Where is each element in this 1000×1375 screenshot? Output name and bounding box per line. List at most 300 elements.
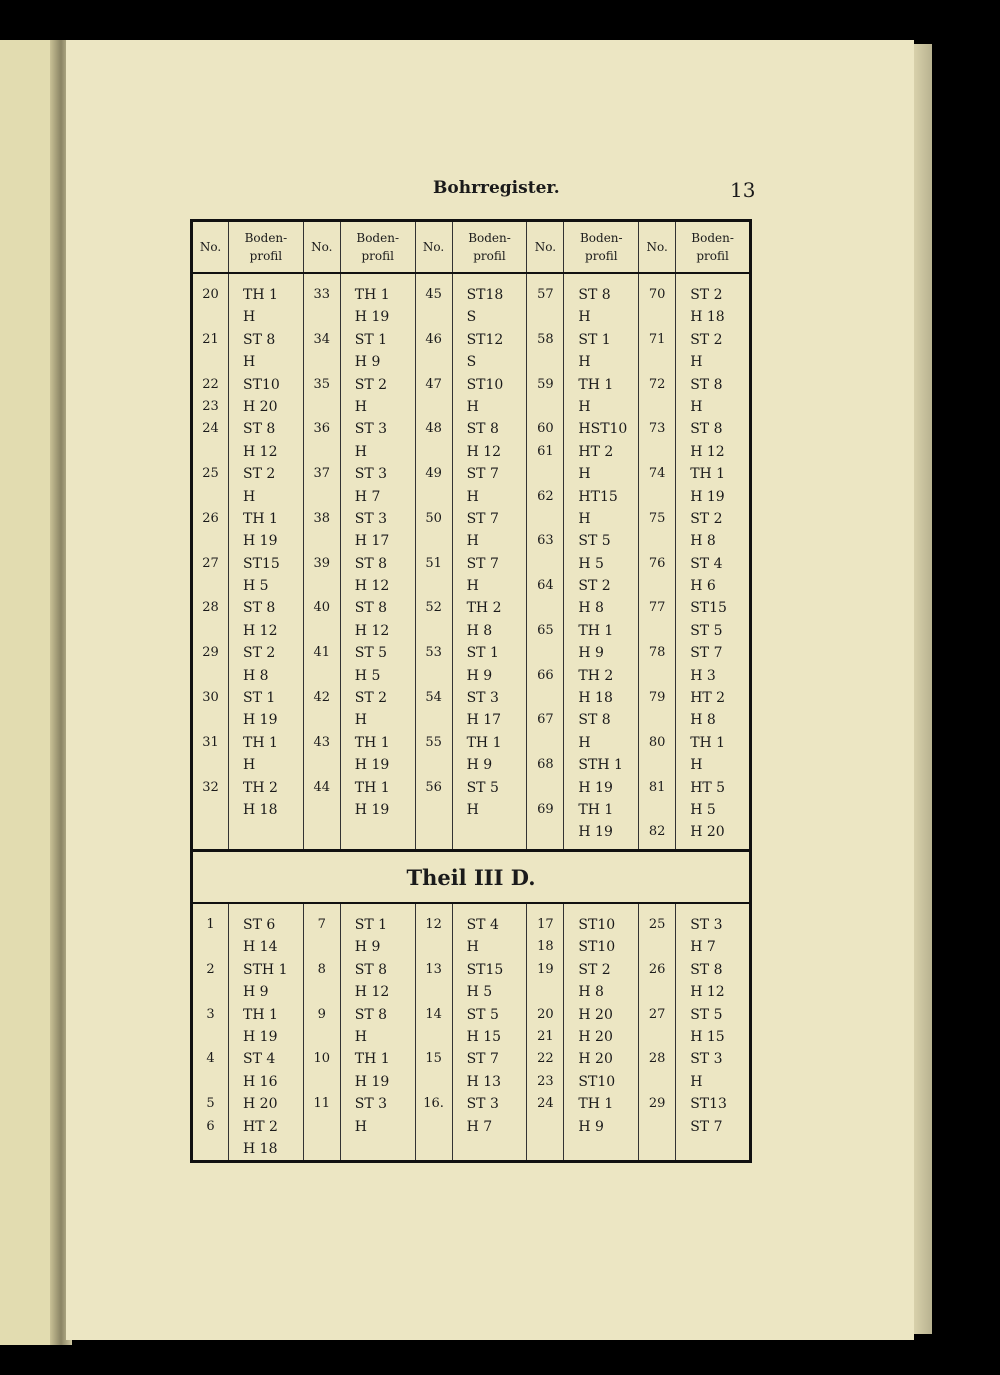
profile-entry: H 8	[690, 533, 716, 550]
profile-entry: H 5	[690, 801, 716, 818]
profile-entry: TH 1	[354, 779, 390, 796]
profile-entry: ST15	[690, 600, 727, 617]
borehole-number: 63	[537, 533, 554, 549]
borehole-number	[304, 351, 340, 373]
profile-entry: TH 2	[466, 600, 502, 617]
borehole-number: 48	[425, 421, 442, 437]
borehole-number: 13	[425, 961, 442, 977]
borehole-number	[416, 936, 452, 958]
section-title: Theil III D.	[192, 851, 751, 904]
borehole-number	[639, 1071, 675, 1093]
borehole-number	[639, 530, 675, 552]
borehole-number	[193, 665, 228, 687]
section-1-row	[192, 273, 751, 851]
profile-entry: H 9	[578, 1118, 604, 1135]
borehole-number: 80	[648, 734, 666, 750]
borehole-number	[193, 1138, 228, 1160]
profile-entry: HT15	[578, 488, 618, 505]
borehole-number: 46	[425, 331, 442, 347]
profile-entry: H 14	[243, 939, 278, 956]
borehole-number	[193, 709, 228, 731]
profile-entry: H 16	[243, 1073, 278, 1090]
borehole-number: 64	[537, 578, 554, 594]
borehole-number: 77	[648, 600, 666, 616]
borehole-number: 17	[537, 917, 554, 932]
borehole-number: 54	[425, 690, 442, 706]
profile-entry: ST 4	[243, 1051, 276, 1068]
profile-entry: ST 3	[354, 1096, 388, 1113]
borehole-number: 20	[202, 287, 219, 302]
profile-entry: ST 2	[354, 376, 388, 393]
profile-entry: H 19	[243, 1028, 278, 1045]
borehole-number: 22	[202, 376, 219, 392]
borehole-number: 5	[206, 1096, 215, 1112]
borehole-number: 24	[202, 421, 219, 437]
profile-column	[340, 273, 415, 851]
section-2-row	[192, 903, 751, 1162]
borehole-number	[416, 575, 452, 597]
borehole-number	[193, 306, 228, 328]
borehole-number: 35	[313, 376, 331, 392]
profile-entry: H 7	[690, 939, 716, 956]
profile-entry: H 9	[466, 667, 493, 684]
borehole-number	[416, 665, 452, 687]
borehole-number	[193, 486, 228, 508]
borehole-number: 2	[206, 961, 215, 977]
profile-entry: H	[578, 309, 591, 326]
borehole-number: 81	[648, 779, 666, 795]
profile-column	[452, 273, 527, 851]
borehole-number	[639, 575, 675, 597]
number-column	[639, 903, 676, 1162]
profile-entry: H 15	[466, 1028, 502, 1045]
col-header-no: No.	[303, 221, 340, 274]
profile-entry: TH 1	[578, 801, 614, 818]
borehole-number: 14	[425, 1006, 442, 1022]
profile-entry: ST 6	[243, 917, 276, 933]
profile-entry: H 12	[690, 443, 725, 460]
profile-entry: H 20	[690, 824, 725, 841]
borehole-number: 56	[425, 779, 442, 795]
borehole-number: 38	[313, 510, 331, 526]
borehole-number: 44	[313, 779, 331, 795]
profile-entry: ST 8	[690, 376, 723, 393]
borehole-number: 75	[648, 510, 666, 526]
profile-entry: H	[578, 734, 591, 751]
profile-entry: H 19	[578, 824, 613, 841]
borehole-number	[304, 306, 340, 328]
profile-entry: TH 1	[243, 287, 278, 303]
borehole-number: 12	[425, 917, 442, 932]
profile-entry: ST10	[466, 376, 504, 393]
profile-column	[564, 903, 639, 1162]
borehole-number: 62	[537, 488, 554, 504]
profile-entry: TH 1	[243, 734, 278, 751]
number-column	[192, 273, 229, 851]
borehole-number	[416, 486, 452, 508]
profile-column	[229, 273, 304, 851]
borehole-number	[639, 936, 675, 958]
borehole-number	[193, 575, 228, 597]
borehole-number: 25	[202, 466, 219, 482]
profile-column	[676, 903, 751, 1162]
profile-entry: S	[466, 354, 477, 371]
profile-entry: H 20	[243, 398, 278, 415]
borehole-number	[304, 754, 340, 776]
profile-entry: H	[354, 398, 368, 415]
profile-entry: TH 2	[243, 779, 278, 796]
profile-entry: H 19	[354, 309, 390, 326]
borehole-number	[639, 665, 675, 687]
profile-entry: ST 2	[690, 287, 723, 303]
borehole-number: 47	[425, 376, 442, 392]
borehole-number	[304, 1026, 340, 1048]
profile-entry: H 17	[466, 712, 502, 729]
profile-entry: H 19	[354, 757, 390, 774]
profile-entry: H	[690, 1073, 703, 1090]
borehole-number	[304, 530, 340, 552]
profile-entry: ST 8	[690, 421, 723, 438]
profile-entry: ST 8	[243, 600, 276, 617]
profile-entry: H 12	[243, 622, 278, 639]
borehole-number	[527, 553, 563, 575]
profile-entry: H 9	[578, 645, 604, 662]
profile-entry: H 18	[243, 801, 278, 818]
borehole-number	[639, 486, 675, 508]
number-column	[192, 903, 229, 1162]
borehole-number: 71	[648, 331, 666, 347]
profile-entry: S	[466, 309, 477, 326]
borehole-number	[304, 981, 340, 1003]
profile-entry: ST10	[578, 917, 616, 933]
profile-entry: H 12	[354, 622, 390, 639]
borehole-number	[527, 597, 563, 619]
profile-entry: ST 2	[243, 645, 276, 662]
profile-entry: ST 8	[466, 421, 499, 438]
profile-entry: ST 3	[466, 690, 499, 707]
number-column	[639, 273, 676, 851]
profile-entry: ST 8	[354, 961, 388, 978]
borehole-number	[193, 620, 228, 642]
profile-entry: ST 2	[354, 690, 388, 707]
borehole-number	[527, 732, 563, 754]
borehole-number: 24	[537, 1096, 554, 1112]
profile-entry: ST 1	[354, 331, 388, 348]
borehole-number	[416, 530, 452, 552]
profile-entry: H 5	[466, 984, 493, 1001]
profile-entry: H 9	[243, 984, 269, 1001]
profile-entry: ST10	[578, 1073, 616, 1090]
borehole-number	[527, 351, 563, 373]
profile-entry: H	[466, 801, 479, 818]
profile-entry: H 20	[578, 1028, 613, 1045]
profile-entry: ST 3	[466, 1096, 499, 1113]
page-number: 13	[730, 178, 756, 202]
borehole-number: 8	[317, 961, 326, 977]
profile-entry: ST 2	[578, 961, 611, 978]
borehole-number	[304, 1116, 340, 1138]
borehole-number	[639, 709, 675, 731]
borehole-number: 55	[425, 734, 442, 750]
borehole-number: 72	[648, 376, 666, 392]
profile-entry: H	[466, 578, 479, 595]
profile-column	[452, 903, 527, 1162]
borehole-number: 59	[537, 376, 554, 392]
profile-entry: H 20	[243, 1096, 278, 1113]
profile-entry: H	[466, 488, 479, 505]
profile-entry: H	[578, 398, 591, 415]
number-column	[527, 273, 564, 851]
profile-entry: H 19	[690, 488, 725, 505]
profile-entry: H 20	[578, 1051, 613, 1068]
profile-entry: STH 1	[578, 757, 623, 774]
profile-entry: H 12	[243, 443, 278, 460]
borehole-number: 70	[648, 287, 666, 302]
profile-entry: H	[578, 354, 591, 371]
profile-entry: ST 4	[466, 917, 499, 933]
col-header-no: No.	[192, 221, 229, 274]
profile-entry: ST 7	[690, 1118, 723, 1135]
profile-entry: H 13	[466, 1073, 502, 1090]
borehole-number	[304, 936, 340, 958]
borehole-number	[527, 306, 563, 328]
borehole-number	[639, 396, 675, 418]
borehole-number: 43	[313, 734, 331, 750]
borehole-number: 20	[537, 1006, 554, 1022]
borehole-number	[639, 981, 675, 1003]
profile-entry: ST 8	[690, 961, 723, 978]
profile-entry: ST 1	[578, 331, 611, 348]
borehole-number	[193, 351, 228, 373]
borehole-number: 78	[648, 645, 666, 661]
profile-entry: TH 1	[690, 466, 726, 483]
borehole-number: 52	[425, 600, 442, 616]
col-header-no: No.	[639, 221, 676, 274]
borehole-number: 76	[648, 555, 666, 571]
profile-entry: H 9	[466, 757, 493, 774]
profile-entry: H 20	[578, 1006, 613, 1023]
borehole-number	[416, 1071, 452, 1093]
profile-entry: H	[690, 398, 703, 415]
profile-entry: ST 7	[466, 466, 499, 483]
profile-entry: H	[466, 939, 479, 956]
profile-entry: HT 5	[690, 779, 726, 796]
borehole-number	[304, 441, 340, 463]
borehole-number: 69	[537, 801, 554, 817]
profile-entry: H 6	[690, 578, 716, 595]
borehole-number	[304, 799, 340, 821]
profile-entry: H 18	[690, 309, 725, 326]
borehole-number: 23	[202, 398, 219, 414]
profile-entry: ST 2	[690, 510, 723, 527]
profile-entry: TH 1	[354, 287, 390, 303]
profile-entry: H	[466, 533, 479, 550]
borehole-number	[416, 441, 452, 463]
profile-entry: ST 5	[690, 1006, 723, 1023]
borehole-number	[416, 1116, 452, 1138]
borehole-number: 6	[206, 1118, 215, 1134]
borehole-number	[416, 351, 452, 373]
profile-entry: TH 1	[354, 1051, 390, 1068]
section-title-row	[192, 851, 751, 904]
borehole-number	[639, 1116, 675, 1138]
profile-entry: STH 1	[243, 961, 288, 978]
profile-entry: ST 5	[578, 533, 611, 550]
borehole-number: 41	[313, 645, 331, 661]
borehole-number: 58	[537, 331, 554, 347]
borehole-number	[639, 306, 675, 328]
profile-entry: ST 1	[466, 645, 499, 662]
profile-entry: H 5	[578, 555, 604, 572]
borehole-number: 18	[537, 939, 554, 955]
profile-entry: ST10	[243, 376, 280, 393]
profile-entry: H 15	[690, 1028, 725, 1045]
borehole-number: 22	[537, 1051, 554, 1067]
borehole-number: 61	[537, 443, 554, 459]
col-header-bodenprofil: Boden- profil	[676, 221, 751, 274]
profile-entry: H 9	[354, 939, 381, 956]
profile-entry: H	[466, 398, 479, 415]
borehole-number	[304, 486, 340, 508]
borehole-number: 40	[313, 600, 331, 616]
profile-entry: HT 2	[578, 443, 614, 460]
borehole-number	[527, 687, 563, 709]
profile-entry: ST 3	[690, 917, 723, 933]
profile-entry: H 9	[354, 354, 381, 371]
borehole-number	[416, 306, 452, 328]
profile-entry: HST10	[578, 421, 628, 438]
profile-entry: ST 8	[354, 1006, 388, 1023]
borehole-number	[416, 396, 452, 418]
profile-entry: HT 2	[690, 690, 726, 707]
profile-entry: TH 1	[243, 510, 278, 527]
borehole-number	[304, 396, 340, 418]
profile-entry: H	[243, 309, 256, 326]
borehole-number: 9	[317, 1006, 326, 1022]
borehole-number: 28	[202, 600, 219, 616]
borehole-number	[416, 1026, 452, 1048]
profile-entry: H 19	[243, 712, 278, 729]
profile-entry: H 19	[243, 533, 278, 550]
profile-entry: H	[243, 488, 256, 505]
running-title: Bohrregister.	[433, 178, 560, 198]
profile-entry: ST 7	[466, 555, 499, 572]
profile-entry: ST 5	[466, 1006, 499, 1023]
borehole-number: 34	[313, 331, 331, 347]
borehole-number: 29	[648, 1096, 666, 1112]
profile-entry: H 7	[466, 1118, 493, 1135]
borehole-number	[639, 441, 675, 463]
profile-entry: TH 1	[690, 734, 726, 751]
borehole-number	[193, 981, 228, 1003]
profile-entry: H 18	[243, 1140, 278, 1157]
profile-entry: H	[354, 712, 368, 729]
profile-entry: H	[243, 354, 256, 371]
borehole-number: 32	[202, 779, 219, 795]
borehole-number: 3	[206, 1006, 215, 1022]
borehole-number: 26	[202, 510, 219, 526]
profile-entry: H 3	[690, 667, 716, 684]
borehole-number: 82	[648, 824, 666, 840]
number-column	[415, 273, 452, 851]
borehole-number: 42	[313, 690, 331, 706]
profile-entry: H 8	[243, 667, 269, 684]
borehole-number	[639, 754, 675, 776]
col-header-no: No.	[527, 221, 564, 274]
borehole-number: 53	[425, 645, 442, 661]
profile-column	[340, 903, 415, 1162]
profile-entry: TH 1	[354, 734, 390, 751]
profile-entry: H 12	[466, 443, 502, 460]
borehole-number: 50	[425, 510, 442, 526]
borehole-number: 57	[537, 287, 554, 302]
number-column	[527, 903, 564, 1162]
profile-entry: ST18	[466, 287, 504, 303]
borehole-number	[416, 981, 452, 1003]
profile-entry: H	[578, 466, 591, 483]
profile-entry: ST 1	[354, 917, 388, 933]
profile-entry: H 12	[690, 984, 725, 1001]
profile-entry: ST15	[466, 961, 504, 978]
profile-entry: ST 8	[243, 421, 276, 438]
borehole-number	[304, 665, 340, 687]
number-column	[303, 903, 340, 1162]
borehole-number	[304, 1071, 340, 1093]
borehole-number: 19	[537, 961, 554, 977]
borehole-number: 7	[317, 917, 326, 932]
profile-entry: ST 8	[243, 331, 276, 348]
profile-entry: ST 4	[690, 555, 723, 572]
profile-entry: TH 1	[578, 376, 614, 393]
profile-entry: H 19	[578, 779, 613, 796]
borehole-number: 11	[313, 1096, 331, 1112]
borehole-number	[304, 575, 340, 597]
number-column	[415, 903, 452, 1162]
profile-entry: H	[690, 354, 703, 371]
borehole-number: 79	[648, 690, 666, 706]
profile-entry: ST 5	[354, 645, 388, 662]
borehole-number: 49	[425, 466, 442, 482]
profile-entry: H 5	[243, 578, 269, 595]
borehole-number: 66	[537, 667, 554, 683]
profile-entry: ST 7	[466, 1051, 499, 1068]
borehole-number: 31	[202, 734, 219, 750]
borehole-number: 23	[537, 1073, 554, 1089]
borehole-number: 60	[537, 421, 554, 437]
borehole-number: 25	[648, 917, 666, 932]
borehole-number: 73	[648, 421, 666, 437]
col-header-bodenprofil: Boden- profil	[564, 221, 639, 274]
profile-entry: ST 1	[243, 690, 276, 707]
borehole-number: 36	[313, 421, 331, 437]
profile-entry: ST10	[578, 939, 616, 956]
borehole-number: 37	[313, 466, 331, 482]
borehole-number: 15	[425, 1051, 442, 1067]
profile-entry: ST 8	[578, 287, 611, 303]
borehole-number: 28	[648, 1051, 666, 1067]
borehole-number: 27	[648, 1006, 666, 1022]
header-row	[192, 221, 751, 274]
borehole-number	[527, 777, 563, 799]
borehole-number	[193, 441, 228, 463]
borehole-number: 65	[537, 622, 554, 638]
profile-column	[676, 273, 751, 851]
borehole-number: 26	[648, 961, 666, 977]
profile-entry: ST 8	[354, 600, 388, 617]
borehole-number	[527, 396, 563, 418]
borehole-number: 33	[313, 287, 331, 302]
borehole-number: 39	[313, 555, 331, 571]
